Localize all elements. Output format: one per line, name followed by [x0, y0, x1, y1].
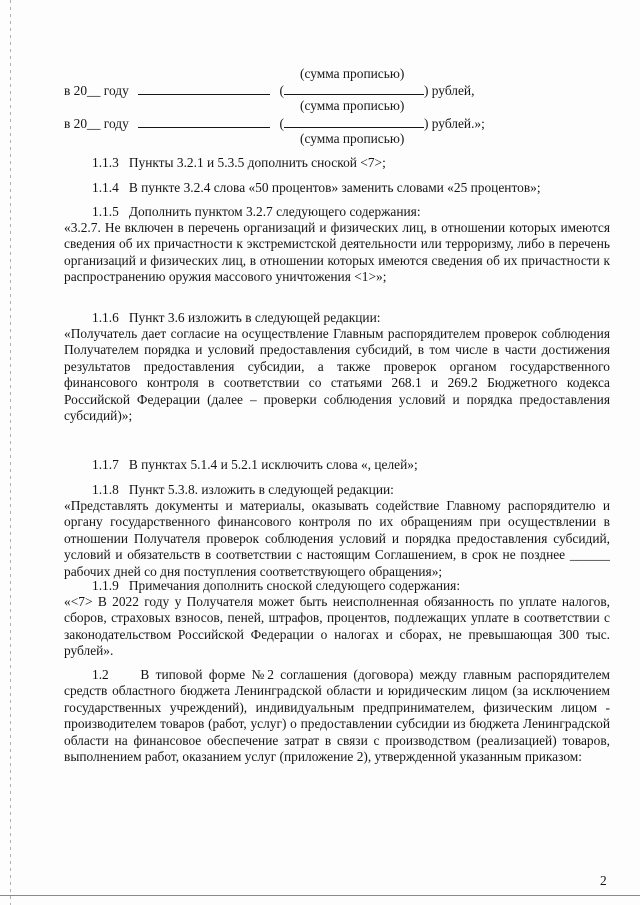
- amount-suffix-1: ) рублей,: [423, 83, 475, 98]
- amount-caption-2: (сумма прописью): [300, 98, 405, 113]
- amount-caption-3: (сумма прописью): [300, 131, 405, 146]
- item-3-2-7-text: «3.2.7. Не включен в перечень организаций и физических лиц, в отношении которых имеются сведения об их причастности к экстремистской деятельности или терроризму, либо в перечень организаций и физических лиц, в отношении которых имеются сведения об их причастности к распространению оружия массового уничтожения <1>»;: [64, 220, 610, 285]
- item-1-1-8: 1.1.8 Пункт 5.3.8. изложить в следующей редакции:: [92, 482, 394, 497]
- amount-words-blank-1: [284, 82, 424, 95]
- year-prefix-2: в 20__ году: [64, 116, 129, 131]
- amount-caption-1: (сумма прописью): [300, 66, 405, 81]
- amount-words-blank-2: [284, 115, 424, 128]
- item-1-1-5: 1.1.5 Дополнить пунктом 3.2.7 следующего содержания:: [92, 204, 421, 219]
- amount-line-1: [64, 82, 474, 99]
- item-1-1-3: 1.1.3 Пункты 3.2.1 и 5.3.5 дополнить сноской <7>;: [92, 155, 386, 170]
- item-3-6-text: «Получатель дает согласие на осуществление Главным распорядителем проверок соблюдения Получателем порядка и условий предоставления субсидий, в том числе в части достижения результатов предоставления субсидии, а также проверок органом государственного финансового контроля в соответствии со статьями 268.1 и 269.2 Бюджетного кодекса Российской Федерации (далее – проверки соблюдения условий и порядка предоставления субсидий)»;: [64, 326, 610, 424]
- footnote-7-text: «<7> В 2022 году у Получателя может быть неисполненная обязанность по уплате налогов, сборов, страховых взносов, пеней, штрафов, процентов, подлежащих уплате в соответствии с законодательством Российской Федерации о налогах и сборах, не превышающая 300 тыс. рублей».: [64, 594, 610, 659]
- amount-line-2: [64, 115, 485, 132]
- item-1-1-9: 1.1.9 Примечания дополнить сноской следующего содержания:: [92, 578, 461, 593]
- item-5-3-8-text: «Представлять документы и материалы, оказывать содействие Главному распорядителю и органу государственного финансового контроля по их обращениям при осуществлении в отношении Получателя проверок соблюдения условий и порядка предоставления субсидий, условий и обязательств в соответствии с настоящим Соглашением, в срок не позднее ______ рабочих дней со дня поступления соответствующего обращения»;: [64, 498, 610, 579]
- amount-blank-1: [138, 82, 270, 95]
- amount-blank-2: [138, 115, 270, 128]
- paren-open-2: (: [279, 116, 284, 131]
- scan-edge-bottom: [0, 895, 640, 896]
- year-prefix-1: в 20__ году: [64, 83, 129, 98]
- scan-edge-left: [10, 0, 11, 905]
- item-1-1-6: 1.1.6 Пункт 3.6 изложить в следующей редакции:: [92, 310, 381, 325]
- item-1-2: 1.2 В типовой форме №2 соглашения (договора) между главным распорядителем средств областного бюджета Ленинградской области и юридическим лицом (за исключением государственных учреждений), индивидуальным предпринимателем, физическим лицом - производителем товаров (работ, услуг) о предоставлении субсидии из бюджета Ленинградской области на финансовое обеспечение затрат в связи с производством (реализацией) товаров, выполнением работ, оказанием услуг (приложение 2), утвержденной указанным приказом:: [64, 667, 614, 765]
- paren-open-1: (: [279, 83, 284, 98]
- item-1-1-7: 1.1.7 В пунктах 5.1.4 и 5.2.1 исключить слова «, целей»;: [92, 457, 418, 472]
- item-1-1-4: 1.1.4 В пункте 3.2.4 слова «50 процентов» заменить словами «25 процентов»;: [92, 180, 541, 195]
- page-number: 2: [600, 873, 607, 888]
- amount-suffix-2: ) рублей.»;: [423, 116, 485, 131]
